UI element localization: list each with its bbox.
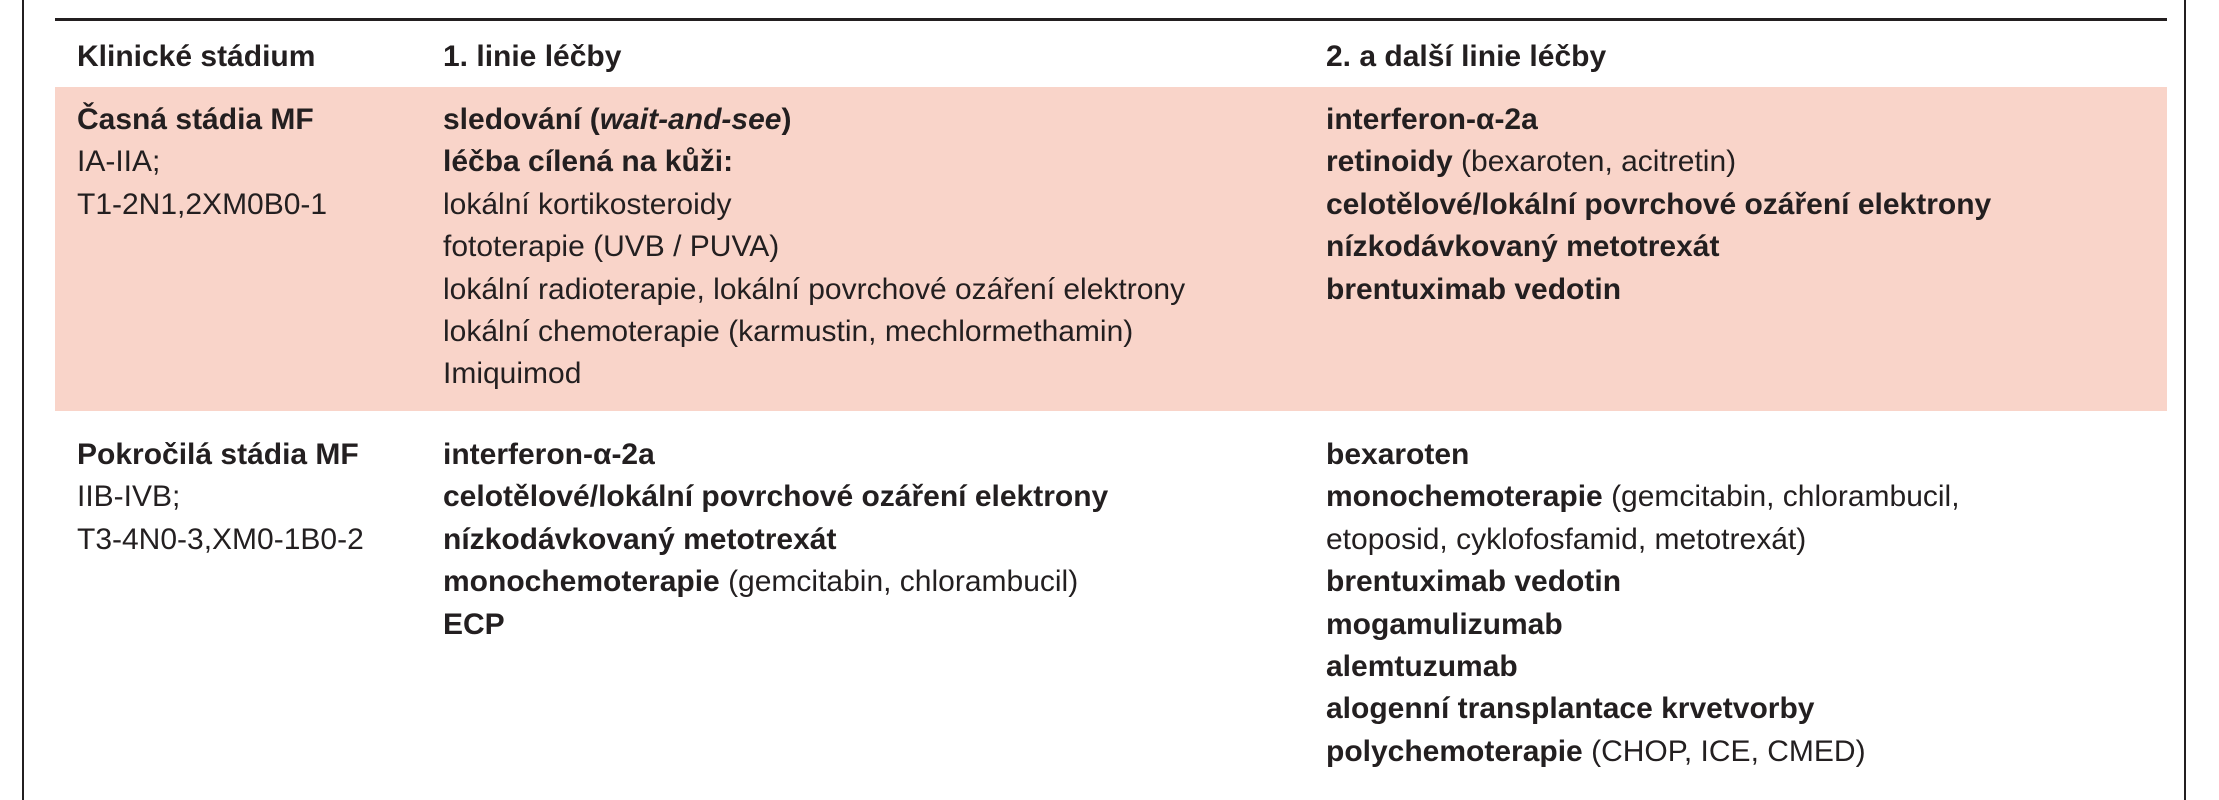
advanced-first-line-item: celotělové/lokální povrchové ozáření elektrony xyxy=(443,480,1109,514)
early-second-line-item: celotělové/lokální povrchové ozáření elektrony xyxy=(1326,187,1992,221)
advanced-second-line-item: mogamulizumab xyxy=(1326,607,1563,641)
early-second-line-item: brentuximab vedotin xyxy=(1326,272,1622,306)
advanced-ecp: ECP xyxy=(443,607,505,641)
early-first-line-cell xyxy=(443,99,1313,396)
table-header-row xyxy=(55,24,2167,84)
early-interferon: interferon-α-2a xyxy=(1326,103,1538,136)
early-stage-title: Časná stádia MF xyxy=(77,103,314,136)
advanced-monochemo-detail-line: etoposid, cyklofosfamid, metotrexát) xyxy=(1326,522,1807,556)
retinoidy-detail: (bexaroten, acitretin) xyxy=(1452,145,1737,179)
advanced-monochemo-line xyxy=(443,561,1313,603)
monochemo-detail: (gemcitabin, chlorambucil, xyxy=(1602,480,1960,514)
monochemo-text: monochemoterapie xyxy=(443,565,720,599)
early-first-line-item: Imiquimod xyxy=(443,357,582,391)
early-first-line-item: lokální kortikosteroidy xyxy=(443,187,732,221)
header-first-line: 1. linie léčby xyxy=(443,40,622,73)
early-first-line-item: lokální chemoterapie (karmustin, mechlormethamin) xyxy=(443,315,1134,349)
sledovani-text: sledování ( xyxy=(443,103,600,136)
advanced-second-line-cell xyxy=(1326,434,2156,773)
early-second-line-cell xyxy=(1326,99,2156,311)
advanced-first-line-item: nízkodávkovaný metotrexát xyxy=(443,522,837,556)
wait-and-see-text: wait-and-see xyxy=(599,103,782,136)
table-row-early-stages xyxy=(55,87,2167,411)
early-second-line-item: nízkodávkovaný metotrexát xyxy=(1326,230,1720,264)
advanced-stage-line: T3-4N0-3,XM0-1B0-2 xyxy=(77,522,364,556)
monochemo-text: monochemoterapie xyxy=(1326,480,1603,514)
header-stage: Klinické stádium xyxy=(77,40,316,73)
early-stage-line: IA-IIA; xyxy=(77,145,161,179)
monochemo-detail: (gemcitabin, chlorambucil) xyxy=(719,565,1079,599)
table-top-rule xyxy=(55,18,2167,21)
early-watch-wait-line xyxy=(443,99,1313,141)
early-stage-cell xyxy=(77,99,437,226)
advanced-monochemo-line xyxy=(1326,476,2156,518)
advanced-second-line-item: alogenní transplantace krvetvorby xyxy=(1326,692,1815,726)
early-retinoidy-line xyxy=(1326,141,2156,183)
advanced-second-line-item: brentuximab vedotin xyxy=(1326,565,1622,599)
advanced-stage-title: Pokročilá stádia MF xyxy=(77,438,359,471)
close-paren-text: ) xyxy=(781,103,792,136)
retinoidy-text: retinoidy xyxy=(1326,145,1453,179)
advanced-bexaroten: bexaroten xyxy=(1326,438,1470,471)
early-first-line-item: lokální radioterapie, lokální povrchové ozáření elektrony xyxy=(443,272,1186,306)
early-first-line-item: fototerapie (UVB / PUVA) xyxy=(443,230,780,264)
table-row-advanced-stages xyxy=(55,422,2167,782)
advanced-stage-line: IIB-IVB; xyxy=(77,480,181,514)
advanced-second-line-item: alemtuzumab xyxy=(1326,650,1518,684)
skin-targeted-heading: léčba cílená na kůži: xyxy=(443,145,734,179)
polychemo-detail: (CHOP, ICE, CMED) xyxy=(1582,734,1866,768)
row-separator xyxy=(55,415,2167,418)
advanced-first-line-item: interferon-α-2a xyxy=(443,438,655,471)
header-second-line: 2. a další linie léčby xyxy=(1326,40,1607,73)
polychemo-text: polychemoterapie xyxy=(1326,734,1583,768)
advanced-polychemo-line xyxy=(1326,731,2156,773)
advanced-first-line-cell xyxy=(443,434,1313,646)
advanced-stage-cell xyxy=(77,434,437,561)
early-stage-line: T1-2N1,2XM0B0-1 xyxy=(77,187,328,221)
